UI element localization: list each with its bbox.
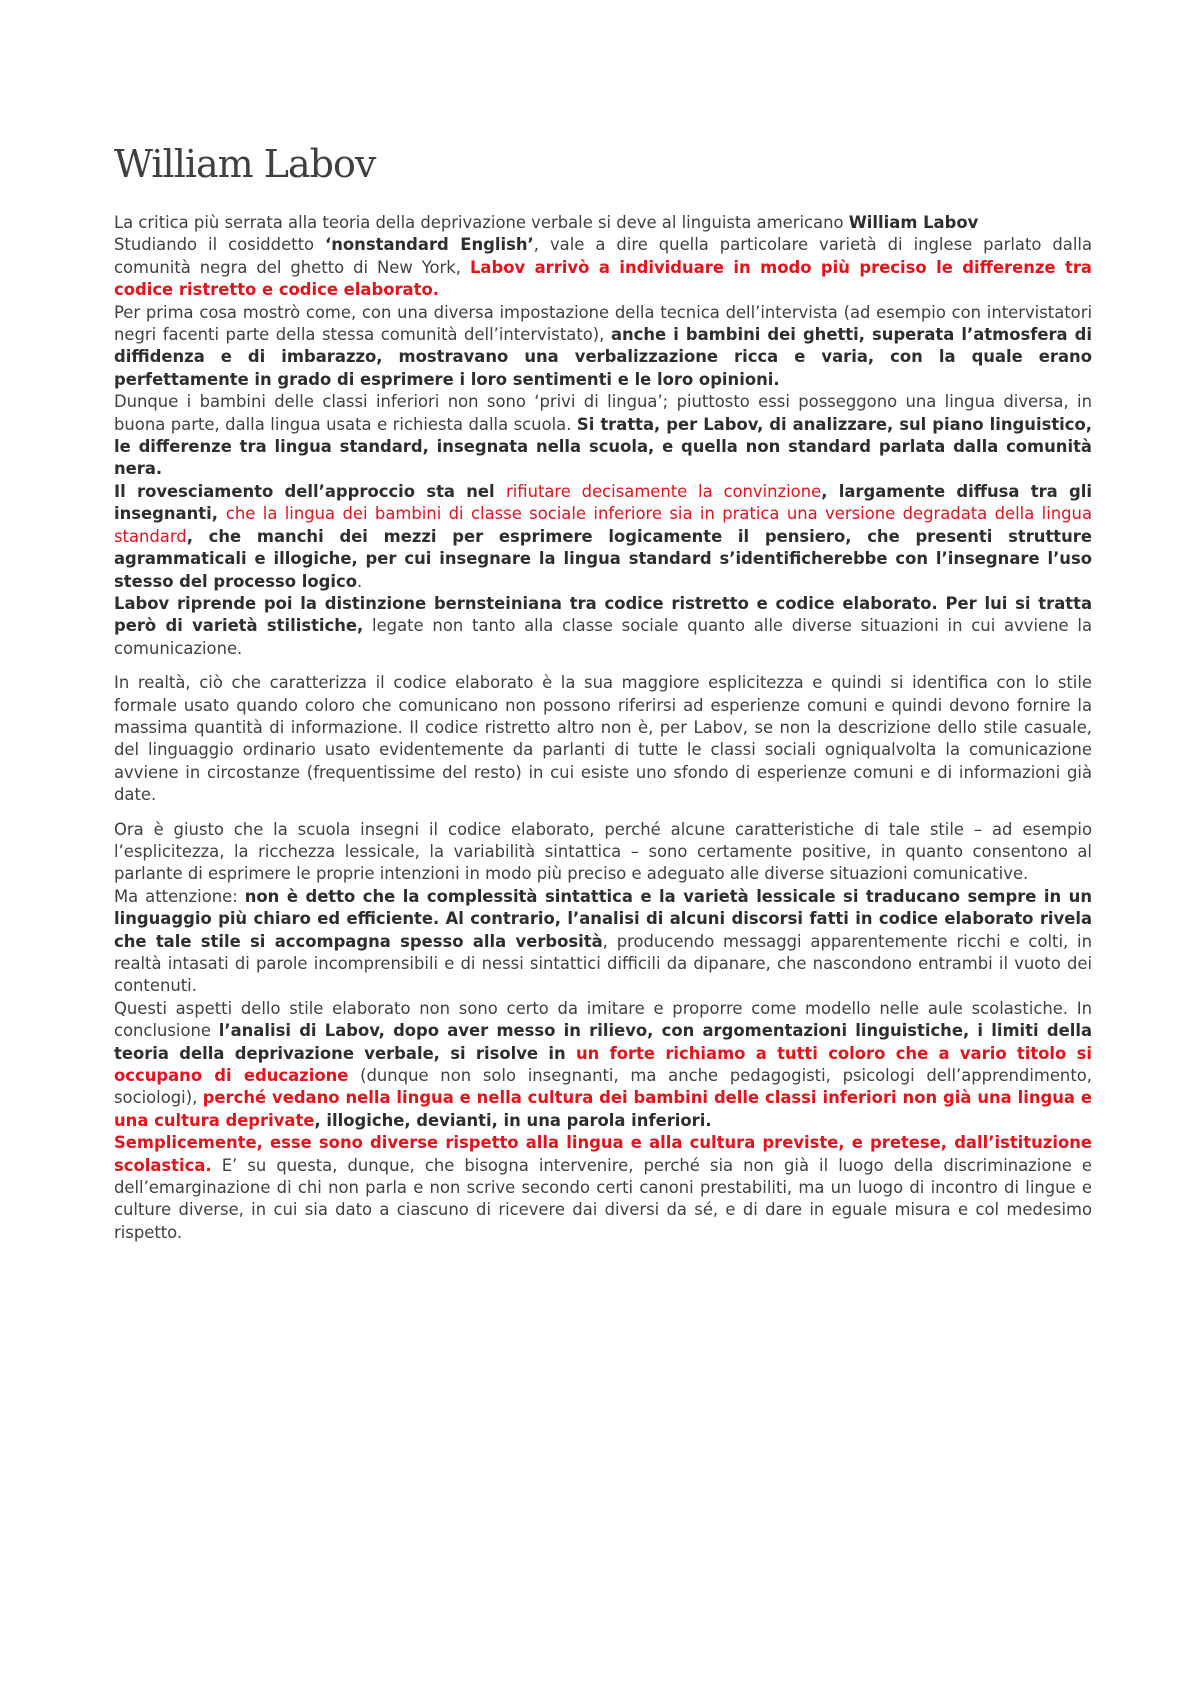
paragraph [114, 886, 1092, 998]
document-title: William Labov [114, 142, 376, 186]
text-run: Per prima cosa mostrò come, con una diversa impostazione della tecnica dell’intervista (ad esempio con intervistatori negri facenti parte della stessa comunità dell’intervistato), [114, 302, 1092, 345]
highlighted-text-run: che la lingua dei bambini di classe sociale inferiore sia in pratica una versione degradata della lingua standard [114, 504, 1092, 546]
bold-text-run: William Labov [848, 213, 979, 232]
paragraph [114, 212, 1092, 234]
text-run: , vale a dire quella particolare varietà di inglese parlato dalla comunità negra del ghetto di New York, [114, 235, 1093, 277]
text-run: . [356, 571, 363, 591]
text-run: Questi aspetti dello stile elaborato non sono certo da imitare e proporre come modello nelle aule scolastiche. In conclusione [114, 998, 1092, 1041]
highlighted-text-run: Labov arrivò a individuare in modo più preciso le differenze tra codice ristretto e codice elaborato. [114, 257, 1092, 300]
paragraph [114, 819, 1092, 886]
paragraph [114, 593, 1092, 660]
text-run: legate non tanto alla classe sociale quanto alle diverse situazioni in cui avviene la comunicazione. [114, 616, 1092, 658]
paragraph [114, 998, 1092, 1132]
bold-text-run: Il rovesciamento dell’approccio sta nel [114, 481, 506, 501]
bold-text-run: Si tratta, per Labov, di analizzare, sul piano linguistico, le differenze tra lingua standard, insegnata nella scuola, e quella non standard parlata dalla comunità nera. [114, 414, 1092, 479]
bold-text-run: , largamente diffusa tra gli insegnanti, [114, 481, 1092, 524]
paragraph [114, 234, 1092, 301]
paragraph [114, 672, 1092, 806]
text-run: Ora è giusto che la scuola insegni il codice elaborato, perché alcune caratteristiche di tale stile – ad esempio l’esplicitezza, la ricchezza lessicale, la variabilità sintattica – sono certamente positive, in quanto consentono al parlante di esprimere le proprie intenzioni in modo più preciso e adeguato alle diverse situazioni comunicative. [114, 819, 1092, 884]
text-run: Dunque i bambini delle classi inferiori non sono ‘privi di lingua’; piuttosto essi posseggono una lingua diversa, in buona parte, dalla lingua usata e richiesta dalla scuola. [114, 392, 1092, 434]
bold-text-run: anche i bambini dei ghetti, superata l’atmosfera di diffidenza e di imbarazzo, mostravano una verbalizzazione ricca e varia, con la quale erano perfettamente in grado di esprimere i loro sentimenti e le loro opinioni. [114, 325, 1092, 389]
highlighted-text-run: un forte richiamo a tutti coloro che a vario titolo si occupano di educazione [114, 1043, 1092, 1086]
text-run: Ma attenzione: [114, 886, 245, 906]
paragraph [114, 1132, 1092, 1244]
text-run: La critica più serrata alla teoria della deprivazione verbale si deve al linguista americano [114, 213, 849, 232]
highlighted-text-run: perché vedano nella lingua e nella cultura dei bambini delle classi inferiori non già una lingua e una cultura deprivate [114, 1088, 1092, 1130]
bold-text-run: l’analisi di Labov, dopo aver messo in rilievo, con argomentazioni linguistiche, i limiti della teoria della deprivazione verbale, si risolve in [114, 1021, 1093, 1063]
bold-text-run: ‘nonstandard English’ [325, 235, 534, 255]
document-page [114, 140, 1092, 1244]
paragraph [114, 391, 1092, 481]
highlighted-text-run: rifiutare decisamente la convinzione [505, 481, 822, 501]
paragraph [114, 302, 1092, 392]
highlighted-text-run: Semplicemente, esse sono diverse rispetto alla lingua e alla cultura previste, e pretese, dall’istituzione scolastica. [114, 1133, 1092, 1175]
bold-text-run: , che manchi dei mezzi per esprimere logicamente il pensiero, che presenti strutture agrammaticali e illogiche, per cui insegnare la lingua standard s’identificherebbe con l’insegnare l’uso stesso del processo logico [114, 526, 1092, 591]
bold-text-run: Labov riprende poi la distinzione bernsteiniana tra codice ristretto e codice elaborato. Per lui si tratta però di varietà stilistiche, [114, 593, 1092, 636]
text-run: In realtà, ciò che caratterizza il codice elaborato è la sua maggiore esplicitezza e quindi si identifica con lo stile formale usato quando coloro che comunicano non possono riferirsi ad esperienze comuni e quindi devono fornire la massima quantità di informazione. Il codice ristretto altro non è, per Labov, se non la descrizione dello stile casuale, del linguaggio ordinario usato evidentemente da parlanti di tutte le classi sociali ogniqualvolta la comunicazione avviene in circostanze (frequentissime del resto) in cui esiste uno sfondo di esperienze comuni e di informazioni già date. [114, 673, 1092, 805]
text-run: E’ su questa, dunque, che bisogna intervenire, perché sia non già il luogo della discriminazione e dell’emarginazione di chi non parla e non scrive secondo certi canoni prestabiliti, ma un luogo di incontro di lingue e culture diverse, in cui sia dato a ciascuno di ricevere dai diversi da sé, e di dare in eguale misura e col medesimo rispetto. [114, 1155, 1092, 1242]
text-run: , producendo messaggi apparentemente ricchi e colti, in realtà intasati di parole incomprensibili e di nessi sintattici difficili da dipanare, che nascondono entrambi il vuoto dei contenuti. [114, 931, 1092, 996]
bold-text-run: , illogiche, devianti, in una parola inferiori. [314, 1110, 712, 1130]
document-body [114, 212, 1092, 1244]
bold-text-run: non è detto che la complessità sintattica e la varietà lessicale si traducano sempre in un linguaggio più chiaro ed efficiente. Al contrario, l’analisi di alcuni discorsi fatti in codice elaborato rivela che tale stile si accompagna spesso alla verbosità [114, 886, 1093, 951]
text-run: Studiando il cosiddetto [114, 235, 326, 255]
paragraph [114, 481, 1092, 593]
text-run: (dunque non solo insegnanti, ma anche pedagogisti, psicologi dell’apprendimento, sociologi), [114, 1066, 1092, 1108]
